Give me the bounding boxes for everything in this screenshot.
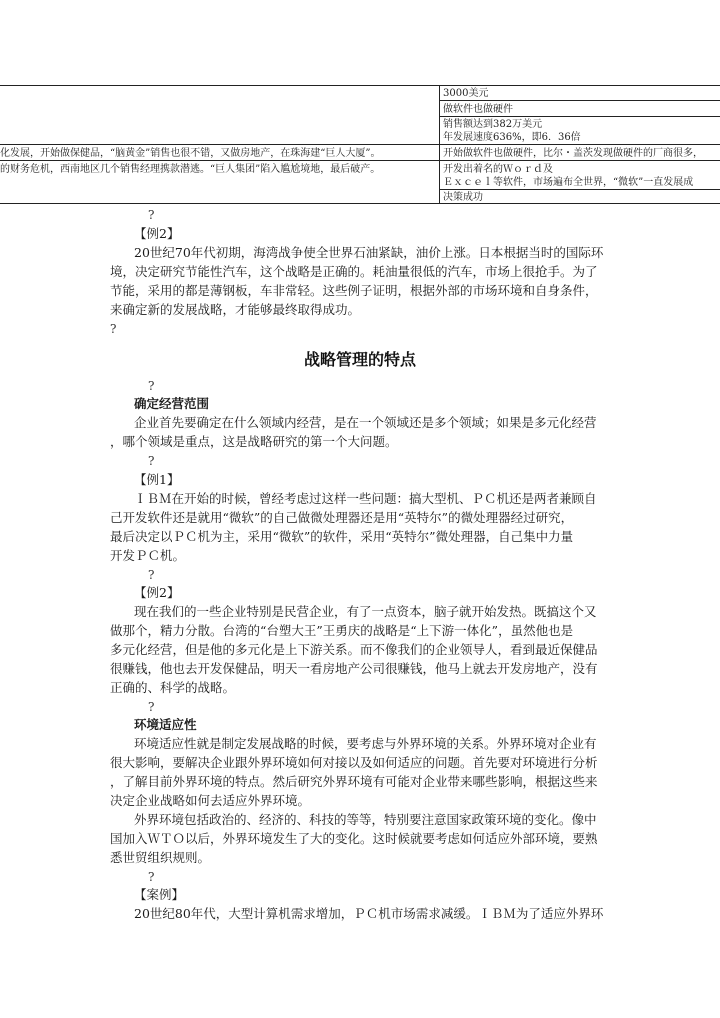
table-rule [440,100,720,101]
example-label: 【例2】 [134,585,180,600]
paragraph-line: 决定企业战略如何去适应外界环境。 [110,793,311,808]
paragraph-line: ，了解目前外界环境的特点。然后研究外界环境有可能对企业带来哪些影响，根据这些来 [110,774,598,789]
table-cell: 年发展速度636%，即6．36倍 [443,132,581,143]
table-cell: 开发出着名的Ｗｏｒｄ及 [443,164,553,175]
paragraph-line: 外界环境包括政治的、经济的、科技的等等，特别要注意国家政策环境的变化。像中 [134,812,597,827]
paragraph-line: 正确的、科学的战略。 [110,680,236,695]
example-label: 【案例】 [134,887,185,902]
table-cell: 的财务危机，西南地区几个销售经理携款潜逃。“巨人集团”陷入尴尬境地，最后破产。 [0,164,381,175]
placeholder-mark: ? [110,322,117,336]
table-rule [0,85,720,86]
table-cell: 做软件也做硬件 [443,104,513,115]
table-rule [0,203,720,204]
paragraph-line: 环境适应性就是制定发展战略的时候，要考虑与外界环境的关系。外界环境对企业有 [134,736,597,751]
placeholder-mark: ? [148,454,155,468]
paragraph-line: 20世纪80年代，大型计算机需求增加，ＰＣ机市场需求减缓。ＩＢＭ为了适应外界环 [134,906,604,921]
paragraph-line: 企业首先要确定在什么领域内经营，是在一个领域还是多个领域；如果是多元化经营 [134,415,597,430]
paragraph-line: ＩＢＭ在开始的时候，曾经考虑过这样一些问题：搞大型机、ＰＣ机还是两者兼顾自 [134,491,597,506]
table-cell: 销售额达到382万美元 [443,119,543,130]
table-cell: 3000美元 [443,88,489,99]
paragraph-line: ，哪个领域是重点，这是战略研究的第一个大问题。 [110,434,398,449]
table-rule [440,116,720,117]
paragraph-line: 来确定新的发展战略，才能够最终取得成功。 [110,302,361,317]
table-rule [0,160,720,161]
paragraph-line: 多元化经营，但是他的多元化是上下游关系。而不像我们的企业领导人，看到最近保健品 [110,642,598,657]
paragraph-line: 现在我们的一些企业特别是民营企业，有了一点资本，脑子就开始发热。既搞这个又 [134,604,597,619]
placeholder-mark: ? [148,870,155,884]
table-rule [440,189,720,190]
paragraph-line: 做那个，精力分散。台湾的“台塑大王”王勇庆的战略是“上下游一体化”，虽然他也是 [110,623,574,638]
table-column-divider [439,85,440,204]
table-rule [0,144,720,145]
paragraph-line: 悉世贸组织规则。 [110,850,211,865]
subsection-heading: 确定经营范围 [134,396,210,411]
table-cell: 开始做软件也做硬件，比尔・盖茨发现做硬件的厂商很多， [443,148,703,159]
table-cell: Ｅｘｃｅｌ等软件，市场遍布全世界，“微软”一直发展成 [443,177,694,188]
paragraph-line: 开发ＰＣ机。 [110,548,186,563]
paragraph-line: 境，决定研究节能性汽车，这个战略是正确的。耗油量很低的汽车，市场上很抢手。为了 [110,264,598,279]
paragraph-line: 20世纪70年代初期，海湾战争使全世界石油紧缺，油价上涨。日本根据当时的国际环 [134,245,604,260]
subsection-heading: 环境适应性 [134,717,197,732]
example-label: 【例1】 [134,472,180,487]
comparison-table [0,85,720,204]
paragraph-line: 己开发软件还是就用“微软”的自己做微处理器还是用“英特尔”的微处理器经过研究， [110,510,574,525]
paragraph-line: 国加入ＷＴＯ以后，外界环境发生了大的变化。这时候就要考虑如何适应外部环境，要熟 [110,831,598,846]
paragraph-line: 很赚钱，他也去开发保健品，明天一看房地产公司很赚钱，他马上就去开发房地产，没有 [110,661,598,676]
placeholder-mark: ? [148,568,155,582]
placeholder-mark: ? [148,208,155,222]
section-title: 战略管理的特点 [303,350,416,369]
paragraph-line: 最后决定以ＰＣ机为主，采用“微软”的软件，采用“英特尔”微处理器，自己集中力量 [110,529,574,544]
example-label: 【例2】 [134,226,180,241]
table-cell: 决策成功 [443,192,483,203]
placeholder-mark: ? [148,379,155,393]
table-cell: 化发展，开始做保健品，“脑黄金”销售也很不错，又做房地产，在珠海建“巨人大厦”。 [0,148,381,159]
placeholder-mark: ? [148,700,155,714]
paragraph-line: 节能，采用的都是薄钢板，车非常轻。这些例子证明，根据外部的市场环境和自身条件， [110,283,598,298]
paragraph-line: 很大影响，要解决企业跟外界环境如何对接以及如何适应的问题。首先要对环境进行分析 [110,755,598,770]
